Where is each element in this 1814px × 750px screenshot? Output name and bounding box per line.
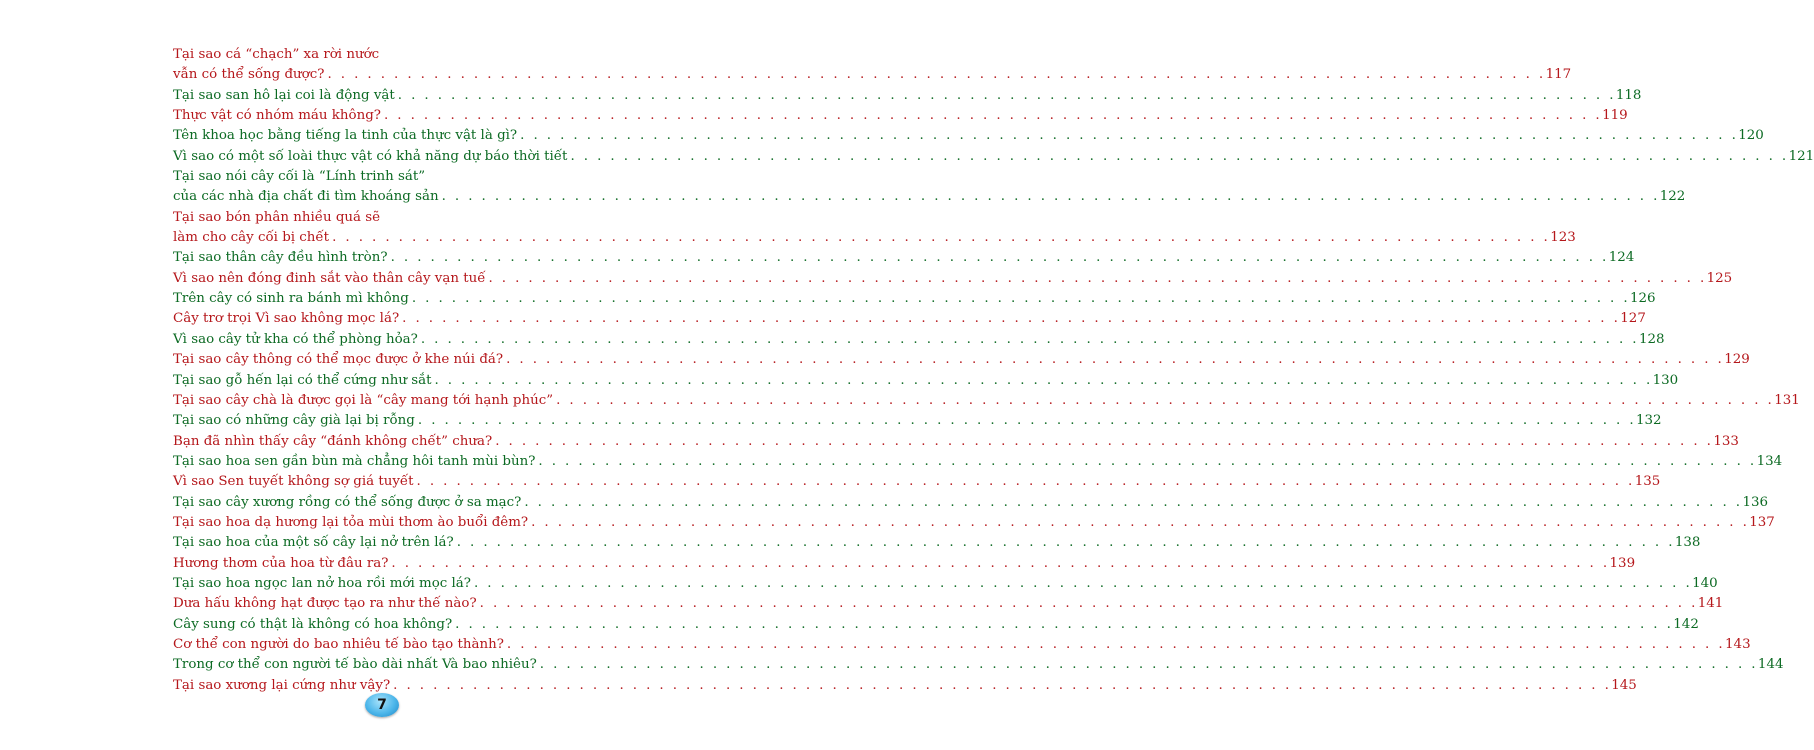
toc-entry-title: Vì sao có một số loài thực vật có khả năng dự báo thời tiết <box>173 148 568 164</box>
toc-page-number: 131 <box>1774 392 1800 408</box>
dot-leader <box>324 65 1545 85</box>
toc-entry-title: Vì sao Sen tuyết không sợ giá tuyết <box>173 474 414 490</box>
toc-entry-title: Tên khoa học bằng tiếng la tinh của thực vật là gì? <box>173 128 518 144</box>
toc-entry-line <box>173 513 1775 533</box>
dot-leader <box>503 350 1724 370</box>
toc-page-number: 137 <box>1749 514 1775 530</box>
toc-entry-title: Tại sao có những cây già lại bị rỗng <box>173 413 415 429</box>
dot-leader <box>553 391 1774 411</box>
toc-entry-title: Hương thơm của hoa từ đâu ra? <box>173 555 389 571</box>
page-number: 7 <box>377 697 387 713</box>
toc-entry-line <box>173 228 1576 248</box>
toc-entry-title: Bạn đã nhìn thấy cây “đánh không chết” chưa? <box>173 433 493 449</box>
toc-entry-title: Tại sao hoa sen gần bùn mà chẳng hôi tanh mùi bùn? <box>173 453 536 469</box>
toc-entry-title: Tại sao cá “chạch” xa rời nước <box>173 47 380 62</box>
dot-leader <box>452 615 1673 635</box>
toc-entry-line <box>173 615 1699 635</box>
toc-entry-title: Tại sao san hô lại coi là động vật <box>173 87 395 103</box>
toc-page-number: 125 <box>1706 270 1733 286</box>
toc-entry-line <box>173 472 1661 492</box>
toc-entry-line <box>173 411 1662 431</box>
toc-entry-title: Cơ thể con người do bao nhiêu tế bào tạo thành? <box>173 636 504 652</box>
toc-entry-title: Dưa hấu không hạt được tạo ra như thế nào? <box>173 596 477 612</box>
dot-leader <box>390 676 1611 696</box>
toc-entry-line <box>173 167 591 187</box>
toc-entry-line <box>173 208 591 228</box>
toc-entry-title: Tại sao hoa của một số cây lại nở trên lá? <box>173 535 454 551</box>
toc-entry-line <box>173 452 1783 472</box>
toc-entry-line <box>173 432 1739 452</box>
toc-entry-title: Tại sao hoa dạ hương lại tỏa mùi thơm ào buổi đêm? <box>173 514 529 530</box>
toc-entry-line <box>173 126 1764 146</box>
dot-leader <box>409 289 1630 309</box>
toc-page-number: 129 <box>1724 352 1750 368</box>
toc-page-number: 127 <box>1620 311 1646 327</box>
toc-page-number: 145 <box>1611 677 1637 693</box>
toc-entry-line <box>173 269 1733 289</box>
toc-entry-title: Trên cây có sinh ra bánh mì không <box>173 291 409 307</box>
toc-page-number: 123 <box>1550 230 1576 246</box>
toc-entry-title: vẫn có thể sống được? <box>173 67 325 83</box>
toc-entry-title: Tại sao bón phân nhiều quá sẽ <box>173 209 381 225</box>
dot-leader <box>439 187 1660 207</box>
toc-entry-title: làm cho cây cối bị chết <box>173 230 330 246</box>
toc-entry-title: Tại sao thân cây đều hình tròn? <box>173 250 388 266</box>
toc-entry-line <box>173 594 1724 614</box>
dot-leader <box>415 411 1636 431</box>
toc-entry-title: Tại sao gỗ hến lại có thể cứng như sắt <box>173 372 432 388</box>
dot-leader <box>388 554 1609 574</box>
toc-entry-title: Trong cơ thể con người tế bào dài nhất Và bao nhiêu? <box>173 657 537 673</box>
toc-entry-title: Tại sao cây thông có thể mọc được ở khe núi đá? <box>173 352 504 368</box>
toc-entry-line <box>173 391 1800 411</box>
toc-page-number: 142 <box>1673 616 1699 632</box>
dot-leader <box>528 513 1749 533</box>
toc-page-number: 138 <box>1674 535 1701 551</box>
toc-entry-line <box>173 350 1750 370</box>
dot-leader <box>471 574 1692 594</box>
toc-entry-title: Vì sao cây tử kha có thể phòng hỏa? <box>173 331 418 347</box>
toc-entry-line <box>173 45 591 65</box>
toc-entry-title: Thực vật có nhóm máu không? <box>173 108 381 124</box>
toc-page-number: 124 <box>1608 250 1635 266</box>
toc-page-number: 144 <box>1757 657 1784 673</box>
dot-leader <box>521 493 1742 513</box>
toc-page-number: 118 <box>1615 87 1642 103</box>
toc-page-number: 132 <box>1636 413 1662 429</box>
toc-page-number: 135 <box>1634 474 1661 490</box>
dot-leader <box>414 472 1635 492</box>
table-of-contents <box>173 45 1814 696</box>
dot-leader <box>492 432 1713 452</box>
toc-entry-line <box>173 554 1636 574</box>
dot-leader <box>388 248 1609 268</box>
toc-entry-line <box>173 635 1751 655</box>
dot-leader <box>485 269 1706 289</box>
toc-page-number: 139 <box>1609 555 1636 571</box>
toc-entry-line <box>173 533 1701 553</box>
dot-leader <box>418 330 1639 350</box>
toc-entry-line <box>173 248 1635 268</box>
dot-leader <box>535 452 1756 472</box>
dot-leader <box>517 126 1738 146</box>
toc-entry-title: Tại sao hoa ngọc lan nở hoa rồi mới mọc lá? <box>173 575 471 591</box>
toc-entry-line <box>173 574 1718 594</box>
toc-entry-line <box>173 330 1665 350</box>
dot-leader <box>477 594 1698 614</box>
toc-page-number: 133 <box>1713 433 1739 449</box>
toc-entry-line <box>173 106 1628 126</box>
toc-entry-line <box>173 309 1646 329</box>
toc-entry-line <box>173 147 1814 167</box>
toc-entry-line <box>173 493 1769 513</box>
toc-page-number: 141 <box>1697 596 1724 612</box>
toc-entry-title: Tại sao cây xương rồng có thể sống được ở sa mạc? <box>173 494 522 510</box>
toc-entry-title: Tại sao nói cây cối là “Lính trinh sát” <box>173 169 426 185</box>
toc-page-number: 126 <box>1630 291 1656 307</box>
page-number-badge <box>365 693 399 717</box>
toc-entry-line <box>173 289 1656 309</box>
toc-entry-line <box>173 86 1642 106</box>
toc-entry-title: Cây trơ trọi Vì sao không mọc lá? <box>173 311 400 327</box>
dot-leader <box>399 309 1620 329</box>
toc-entry-title: Tại sao cây chà là được gọi là “cây mang tới hạnh phúc” <box>173 392 554 408</box>
toc-entry-line <box>173 65 1572 85</box>
toc-entry-title: của các nhà địa chất đi tìm khoáng sản <box>173 189 439 205</box>
toc-page-number: 121 <box>1788 148 1814 164</box>
toc-entry-title: Cây sung có thật là không có hoa không? <box>173 616 453 632</box>
toc-entry-line <box>173 371 1679 391</box>
dot-leader <box>454 533 1675 553</box>
dot-leader <box>537 655 1758 675</box>
toc-entry-line <box>173 187 1686 207</box>
toc-entry-line <box>173 655 1784 675</box>
toc-page-number: 122 <box>1659 189 1686 205</box>
toc-page-number: 136 <box>1742 494 1769 510</box>
toc-entry-title: Tại sao xương lại cứng như vậy? <box>173 677 391 693</box>
toc-page-number: 134 <box>1756 453 1783 469</box>
toc-page-number: 117 <box>1545 67 1572 83</box>
dot-leader <box>381 106 1602 126</box>
toc-page-number: 130 <box>1652 372 1679 388</box>
toc-page-number: 143 <box>1725 636 1751 652</box>
dot-leader <box>329 228 1550 248</box>
toc-page-number: 128 <box>1638 331 1665 347</box>
toc-page-number: 140 <box>1692 575 1718 591</box>
dot-leader <box>431 371 1652 391</box>
toc-entry-title: Vì sao nên đóng đinh sắt vào thân cây vạn tuế <box>173 270 486 286</box>
dot-leader <box>567 147 1788 167</box>
toc-page-number: 120 <box>1738 128 1764 144</box>
dot-leader <box>504 635 1725 655</box>
toc-page-number: 119 <box>1602 108 1628 124</box>
dot-leader <box>395 86 1616 106</box>
